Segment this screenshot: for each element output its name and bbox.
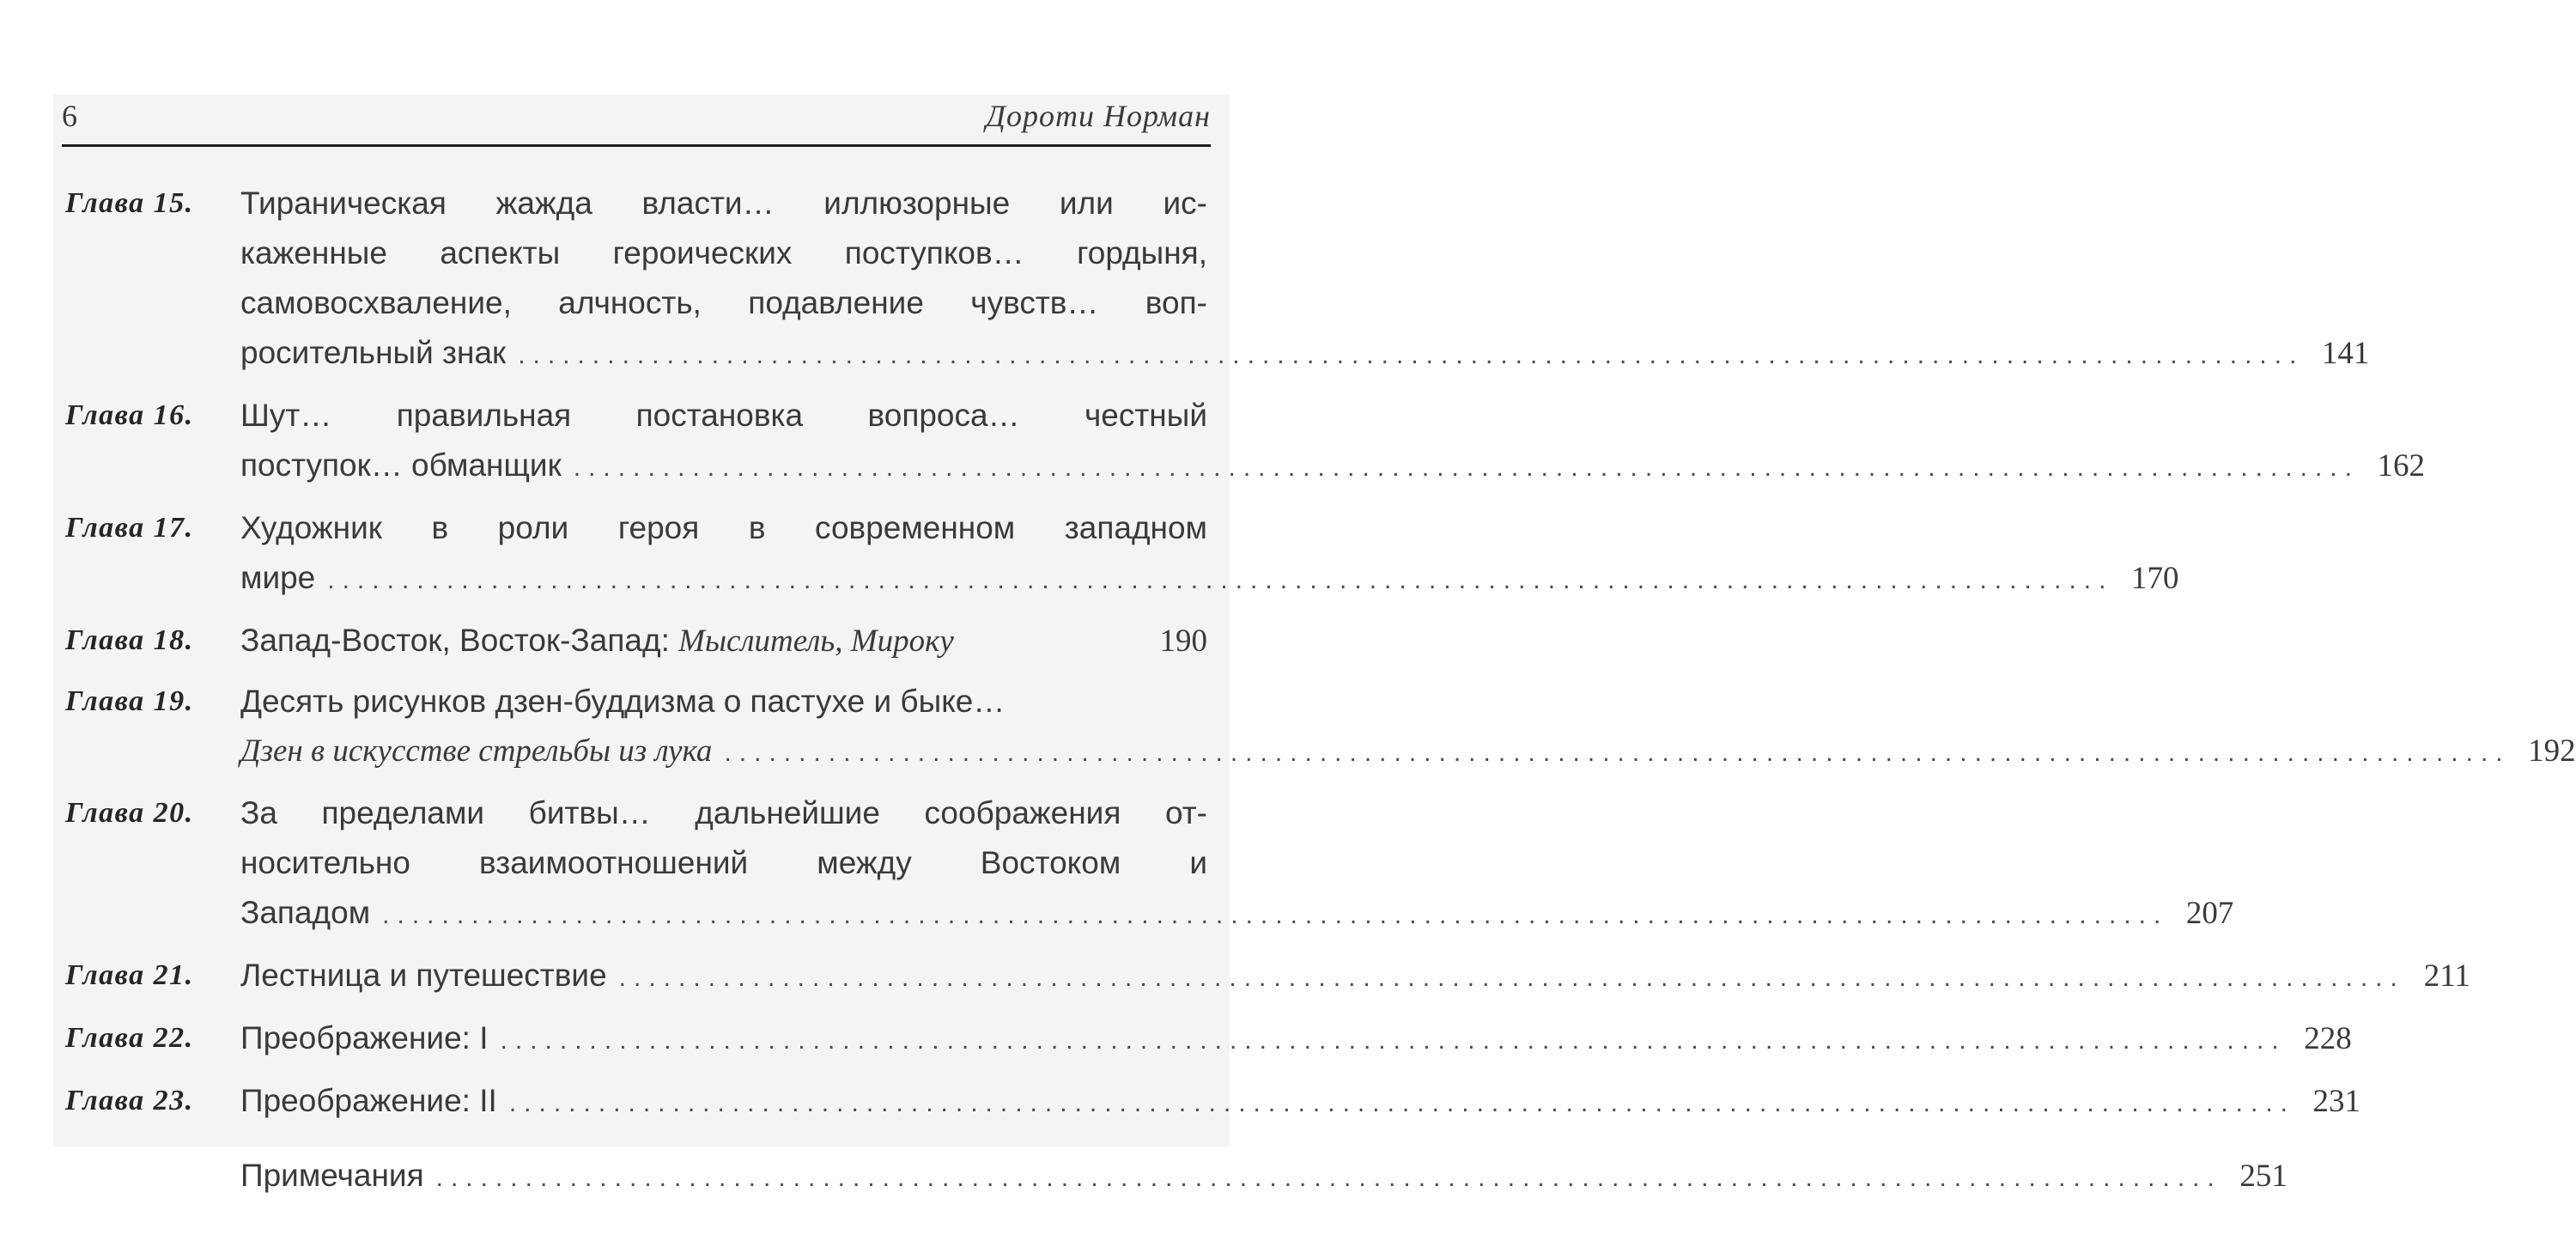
toc-entry-chapter-17 <box>65 503 2179 605</box>
running-head <box>62 96 1211 147</box>
title-last-line <box>240 1013 2352 1066</box>
chapter-title <box>240 788 2234 940</box>
dot-leader: ........................................................................................................................ <box>508 1089 2296 1117</box>
chapter-label: Глава 20. <box>65 797 194 829</box>
chapter-title <box>240 951 2470 1003</box>
title-last-line <box>240 1151 2287 1203</box>
title-line: поступок… обманщик <box>240 447 562 483</box>
toc-entry-notes <box>65 1151 2287 1203</box>
notes-title <box>240 1151 2287 1203</box>
page-reference: 192 <box>2528 733 2576 769</box>
toc-entry-chapter-22 <box>65 1013 2352 1066</box>
title-line: Преображение: I <box>240 1020 489 1055</box>
chapter-label: Глава 22. <box>65 1022 194 1054</box>
title-line: За пределами битвы… дальнейшие соображения от- <box>240 795 1207 830</box>
chapter-label: Глава 21. <box>65 959 194 991</box>
title-line: мире <box>240 560 316 595</box>
page-reference: 162 <box>2377 448 2425 484</box>
chapter-label: Глава 18. <box>65 624 194 656</box>
chapter-title <box>240 1013 2352 1066</box>
title-last-line <box>240 1076 2361 1128</box>
page-reference: 141 <box>2321 336 2370 371</box>
title-last-line <box>240 888 2234 940</box>
title-line: Шут… правильная постановка вопроса… честный <box>240 398 1207 433</box>
toc-entry-chapter-23 <box>65 1076 2361 1128</box>
title-last-line <box>240 727 2576 778</box>
title-text: Запад-Восток, Восток-Запад: <box>240 623 679 658</box>
title-italic-text: Дзен в искусстве стрельбы из лука <box>240 733 713 769</box>
page-reference: 190 <box>1159 624 1207 659</box>
page-reference: 170 <box>2130 561 2179 596</box>
page-reference: 211 <box>2423 958 2470 994</box>
table-of-contents <box>65 179 2576 1214</box>
title-last-line <box>240 441 2425 493</box>
title-line: Западом <box>240 895 371 930</box>
toc-entry-chapter-20 <box>65 788 2234 940</box>
dot-leader: ........................................................................................................................ <box>435 1164 2222 1192</box>
toc-entry-chapter-21 <box>65 951 2470 1003</box>
title-line: Примечания <box>240 1158 424 1193</box>
title-line: Преображение: II <box>240 1083 497 1118</box>
chapter-label: Глава 16. <box>65 399 194 431</box>
dot-leader: ........................................................................................................................ <box>573 453 2360 482</box>
toc-entry-chapter-18 <box>65 616 1211 666</box>
chapter-label: Глава 19. <box>65 685 194 717</box>
title-line: Художник в роли героя в современном западном <box>240 510 1207 545</box>
chapter-title <box>240 677 2576 778</box>
title-last-line <box>240 328 2370 380</box>
page-number: 6 <box>62 99 77 133</box>
chapter-title <box>240 1076 2361 1128</box>
title-line: Десять рисунков дзен-буддизма о пастухе и быке… <box>240 684 1005 719</box>
chapter-title <box>240 503 2179 605</box>
title-line: самовосхваление, алчность, подавление чувств… воп- <box>240 285 1207 320</box>
toc-entry-chapter-16 <box>65 391 2425 493</box>
chapter-title <box>240 179 2370 380</box>
title-line <box>240 616 954 666</box>
page-reference: 251 <box>2239 1159 2287 1194</box>
dot-leader: ........................................................................................................................ <box>382 901 2169 929</box>
title-line: Тираническая жажда власти… иллюзорные или ис- <box>240 186 1207 221</box>
title-italic-text: Мыслитель, Мироку <box>678 624 954 659</box>
toc-entry-chapter-15 <box>65 179 2370 380</box>
chapter-label: Глава 15. <box>65 187 194 219</box>
chapter-label: Глава 23. <box>65 1085 194 1116</box>
toc-entry-chapter-19 <box>65 677 2576 778</box>
chapter-label: Глава 17. <box>65 512 194 544</box>
title-line: каженные аспекты героических поступков… гордыня, <box>240 235 1207 271</box>
chapter-title <box>240 391 2425 493</box>
dot-leader: ........................................................................................................................ <box>518 341 2305 369</box>
page-reference: 207 <box>2185 896 2234 931</box>
title-last-line <box>240 616 1207 666</box>
chapter-title <box>240 616 1207 666</box>
dot-leader: ........................................................................................................................ <box>500 1026 2287 1055</box>
running-title: Дороти Норман <box>986 99 1211 133</box>
page-reference: 228 <box>2304 1021 2352 1056</box>
title-line: росительный знак <box>240 335 507 370</box>
title-line: Лестница и путешествие <box>240 958 607 993</box>
dot-leader: ........................................................................................................................ <box>618 964 2405 992</box>
page-reference: 231 <box>2312 1084 2361 1119</box>
dot-leader: ........................................................................................................................ <box>724 739 2511 767</box>
title-last-line <box>240 553 2179 605</box>
dot-leader: ........................................................................................................................ <box>327 566 2114 594</box>
title-last-line <box>240 951 2470 1003</box>
title-line: носительно взаимоотношений между Востоком и <box>240 845 1207 880</box>
